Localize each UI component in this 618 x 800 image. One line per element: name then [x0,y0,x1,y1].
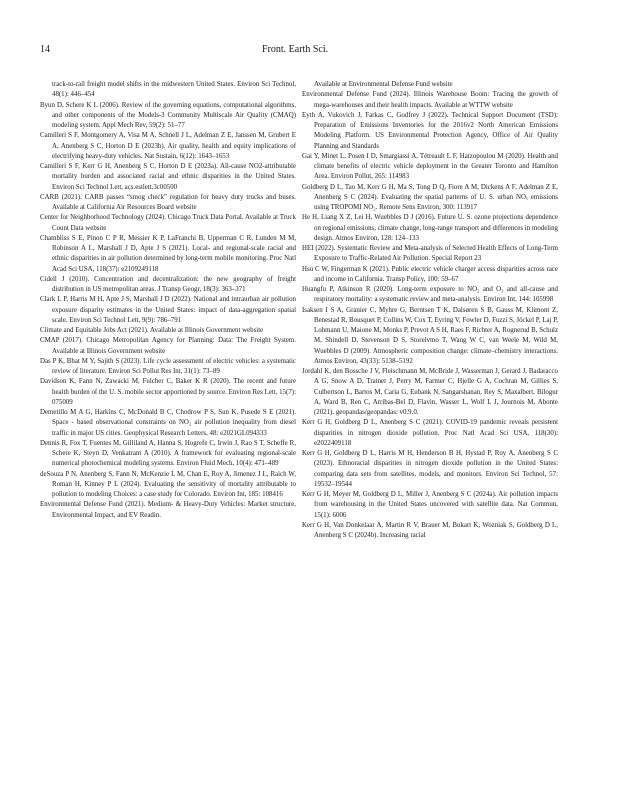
reference-entry: Climate and Equitable Jobs Act (2021). Available at Illinois Government website [40,327,264,334]
reference-entry: Demetillo M A G, Harkins C, McDonald B C, Chodrow P S, Sun K, Pusede S E (2021). Space - based observational constraints on NO₂ air pollution inequality from diesel traffic in major US cities. Geophysical Research Letters, 48: e2021GL094333 [40,409,296,437]
reference-entry: Byun D, Schere K L (2006). Review of the governing equations, computational algorithms, and other components of the Models-3 Community Multiscale Air Quality (CMAQ) modeling system. Appl Mech Rev, 59(2): 51–77 [40,101,296,129]
reference-entry: Eyth A, Vukovich J, Farkas C, Godfrey J (2022). Technical Support Document (TSD): Preparation of Emissions Inventories for the 2016v2 North American Emissions Modeling Platform. US Environmental Protection Agency, Office of Air Quality Planning and Standards [302,111,558,150]
reference-entry: Jordahl K, den Bossche J V, Fleischmann M, McBride J, Wasserman J, Gerard J, Badaracco A G, Snow A D, Tratner J, Perry M, Farmer C, Hjelle G A, Cochran M, Gillies S, Culbertson L, Bartos M, Caria G, Eubank N, Sangarshanan, Rey S, Maxalbert, Bilogur A, Ward B, Ren C, Arribas-Bel D, Flavin, Wasser L, Wolf L J, Journois M, Abonte (2021). geopandas/geopandas: v0.9.0. [302,368,558,416]
reference-entry: HEI (2022). Systematic Review and Meta-analysis of Selected Health Effects of Long-Term Exposure to Traffic-Related Air Pollution. Special Report 23 [302,245,558,263]
reference-entry: He H, Liang X Z, Lei H, Wuebbles D J (2016). Future U. S. ozone projections dependence on regional emissions, climate change, long-range transport and differences in modeling design. Atmos Environ, 128: 124–133 [302,214,558,242]
reference-entry: Environmental Defense Fund (2021). Medium- & Heavy-Duty Vehicles: Market structure, Environmental Impact, and EV Readin. [40,501,296,519]
reference-entry: Center for Neighborhood Technology (2024). Chicago Truck Data Portal. Available at Truck Count Data website [40,214,296,232]
reference-entry: CMAP (2017). Chicago Metropolitan Agency for Planning: Data: The Freight System. Available at Illinois Government website [40,337,296,355]
reference-entry: Kerr G H, Meyer M, Goldberg D L, Miller J, Anenberg S C (2024a). Air pollution impacts from warehousing in the United States uncovered with satellite data. Nat Commun, 15(1): 6006 [302,491,558,519]
reference-entry: Davidson K, Fann N, Zawacki M, Fulcher C, Baker K R (2020). The recent and future health burden of the U. S. mobile sector apportioned by source. Environ Res Lett, 15(7): 075009 [40,378,296,406]
reference-entry: Camilleri S F, Montgomery A, Visa M A, Schnell J L, Adelman Z E, Janssen M, Grubert E A, Anenberg S C, Horton D E (2023b). Air quality, health and equity implications of electrifying heavy-duty vehicles. Nat Sustain, 6(12): 1643–1653 [40,132,296,160]
references-left-column [40,80,296,521]
reference-entry: Kerr G H, Van Donkelaar A, Martin R V, Brauer M, Bukart K, Wozniak S, Goldberg D L, Anenberg S C (2024b). Increasing racial [302,521,558,539]
references-right-column [302,80,558,541]
reference-entry: Clark L P, Harris M H, Apte J S, Marshall J D (2022). National and intraurban air pollution exposure disparity estimates in the United States: impact of data-aggregation spatial scale. Environ Sci Technol Lett, 9(9): 786–791 [40,296,296,324]
reference-entry: Isaksen I S A, Granier C, Myhre G, Berntsen T K, Dalsøren S B, Gauss M, Klimont Z, Benestad R, Bousquet P, Collins W, Cox T, Eyring V, Fowler D, Fuzzi S, Jöckel P, Laj P, Lohmann U, Maione M, Monks P, Prevot A S H, Raes F, Richter A, Rognerud B, Schulz M, Shindell D, Stevenson D S, Storelvmo T, Wang W C, van Weele M, Wild M, Wuebbles D (2009). Atmospheric composition change: climate–chemistry interactions. Atmos Environ, 43(33): 5138–5192 [302,306,558,365]
reference-entry: Camilleri S F, Kerr G H, Anenberg S C, Horton D E (2023a). All-cause NO2-attributable mortality burden and associated racial and ethnic disparities in the United States. Environ Sci Technol Lett, acs.estlett.3c00500 [40,163,296,191]
reference-entry: Kerr G H, Goldberg D L, Harris M H, Henderson B H, Hystad P, Roy A, Anenberg S C (2023). Ethnoracial disparities in nitrogen dioxide pollution in the United States: comparing data sets from satellites, models, and monitors. Environ Sci Technol, 57: 19532–19544 [302,450,558,488]
page-number: 14 [40,44,50,55]
reference-entry: track-to-rail freight model shifts in the midwestern United States. Environ Sci Technol, 48(1): 446–454 [52,81,296,99]
journal-title: Front. Earth Sci. [262,44,329,55]
reference-entry: deSouza P N, Anenberg S, Fann N, McKenzie L M, Chan E, Roy A, Jimenez J L, Raich W, Roman H, Kinney P L (2024). Evaluating the sensitivity of mortality attributable to pollution to modeling Choices: a case study for Colorado. Environ Int, 185: 108416 [40,470,296,498]
reference-entry: Chambliss S E, Pinon C P R, Messier K P, LaFranchi B, Upperman C R, Lunden M M, Robinson A L, Marshall J D, Apte J S (2021). Local- and regional-scale racial and ethnic disparities in air pollution determined by long-term mobile monitoring. Proc Natl Acad Sci USA, 118(37): e2109249118 [40,234,296,273]
reference-entry: Goldberg D L, Tao M, Kerr G H, Ma S, Tong D Q, Fiore A M, Dickens A F, Adelman Z E, Anenberg S C (2024). Evaluating the spatial patterns of U. S. urban NOₓ emissions using TROPOMI NO₂. Remote Sens Environ, 300: 113917 [302,183,558,211]
reference-entry: Das P K, Bhat M Y, Sajith S (2023). Life cycle assessment of electric vehicles: a systematic review of literature. Environ Sci Pollut Res Int, 31(1): 73–89 [40,357,296,375]
reference-entry: Gai Y, Minet L, Posen I D, Smargiassi A, Tétreault L F, Hatzopoulou M (2020). Health and climate benefits of electric vehicle deployment in the Greater Toronto and Hamilton Area. Environ Pollut, 265: 114983 [302,152,558,181]
reference-entry: CARB (2021). CARB passes “smog check” regulation for heavy duty trucks and buses. Available at California Air Resources Board website [40,193,296,211]
reference-entry: Kerr G H, Goldberg D L, Anenberg S C (2021). COVID-19 pandemic reveals persistent disparities in nitrogen dioxide pollution. Proc Natl Acad Sci USA, 118(30): e2022409118 [302,419,558,447]
reference-entry: Hsu C W, Fingerman K (2021). Public electric vehicle charger access disparities across race and income in California. Transp Policy, 100: 59–67 [302,265,558,283]
reference-entry: Dennis R, Fox T, Fuentes M, Gilliland A, Hanna S, Hogrefe C, Irwin J, Rao S T, Scheffe R, Schere K, Steyn D, Venkatram A (2010). A framework for evaluating regional-scale numerical photochemical modeling systems. Environ Fluid Mech, 10(4): 471–489 [40,439,296,468]
reference-entry: Huangfu P, Atkinson R (2020). Long-term exposure to NO₂ and O₃ and all-cause and respiratory mortality: a systematic review and meta-analysis. Environ Int, 144: 105998 [302,286,558,304]
reference-entry: Environmental Defense Fund (2024). Illinois Warehouse Boom: Tracing the growth of mega-warehouses and their health impacts. Available at WTTW website [302,91,558,109]
reference-entry: Cidell J (2010). Concentration and decentralization: the new geography of freight distribution in US metropolitan areas. J Transp Geogr, 18(3): 363–371 [40,275,296,293]
reference-entry: Available at Environmental Defense Fund website [314,81,453,88]
